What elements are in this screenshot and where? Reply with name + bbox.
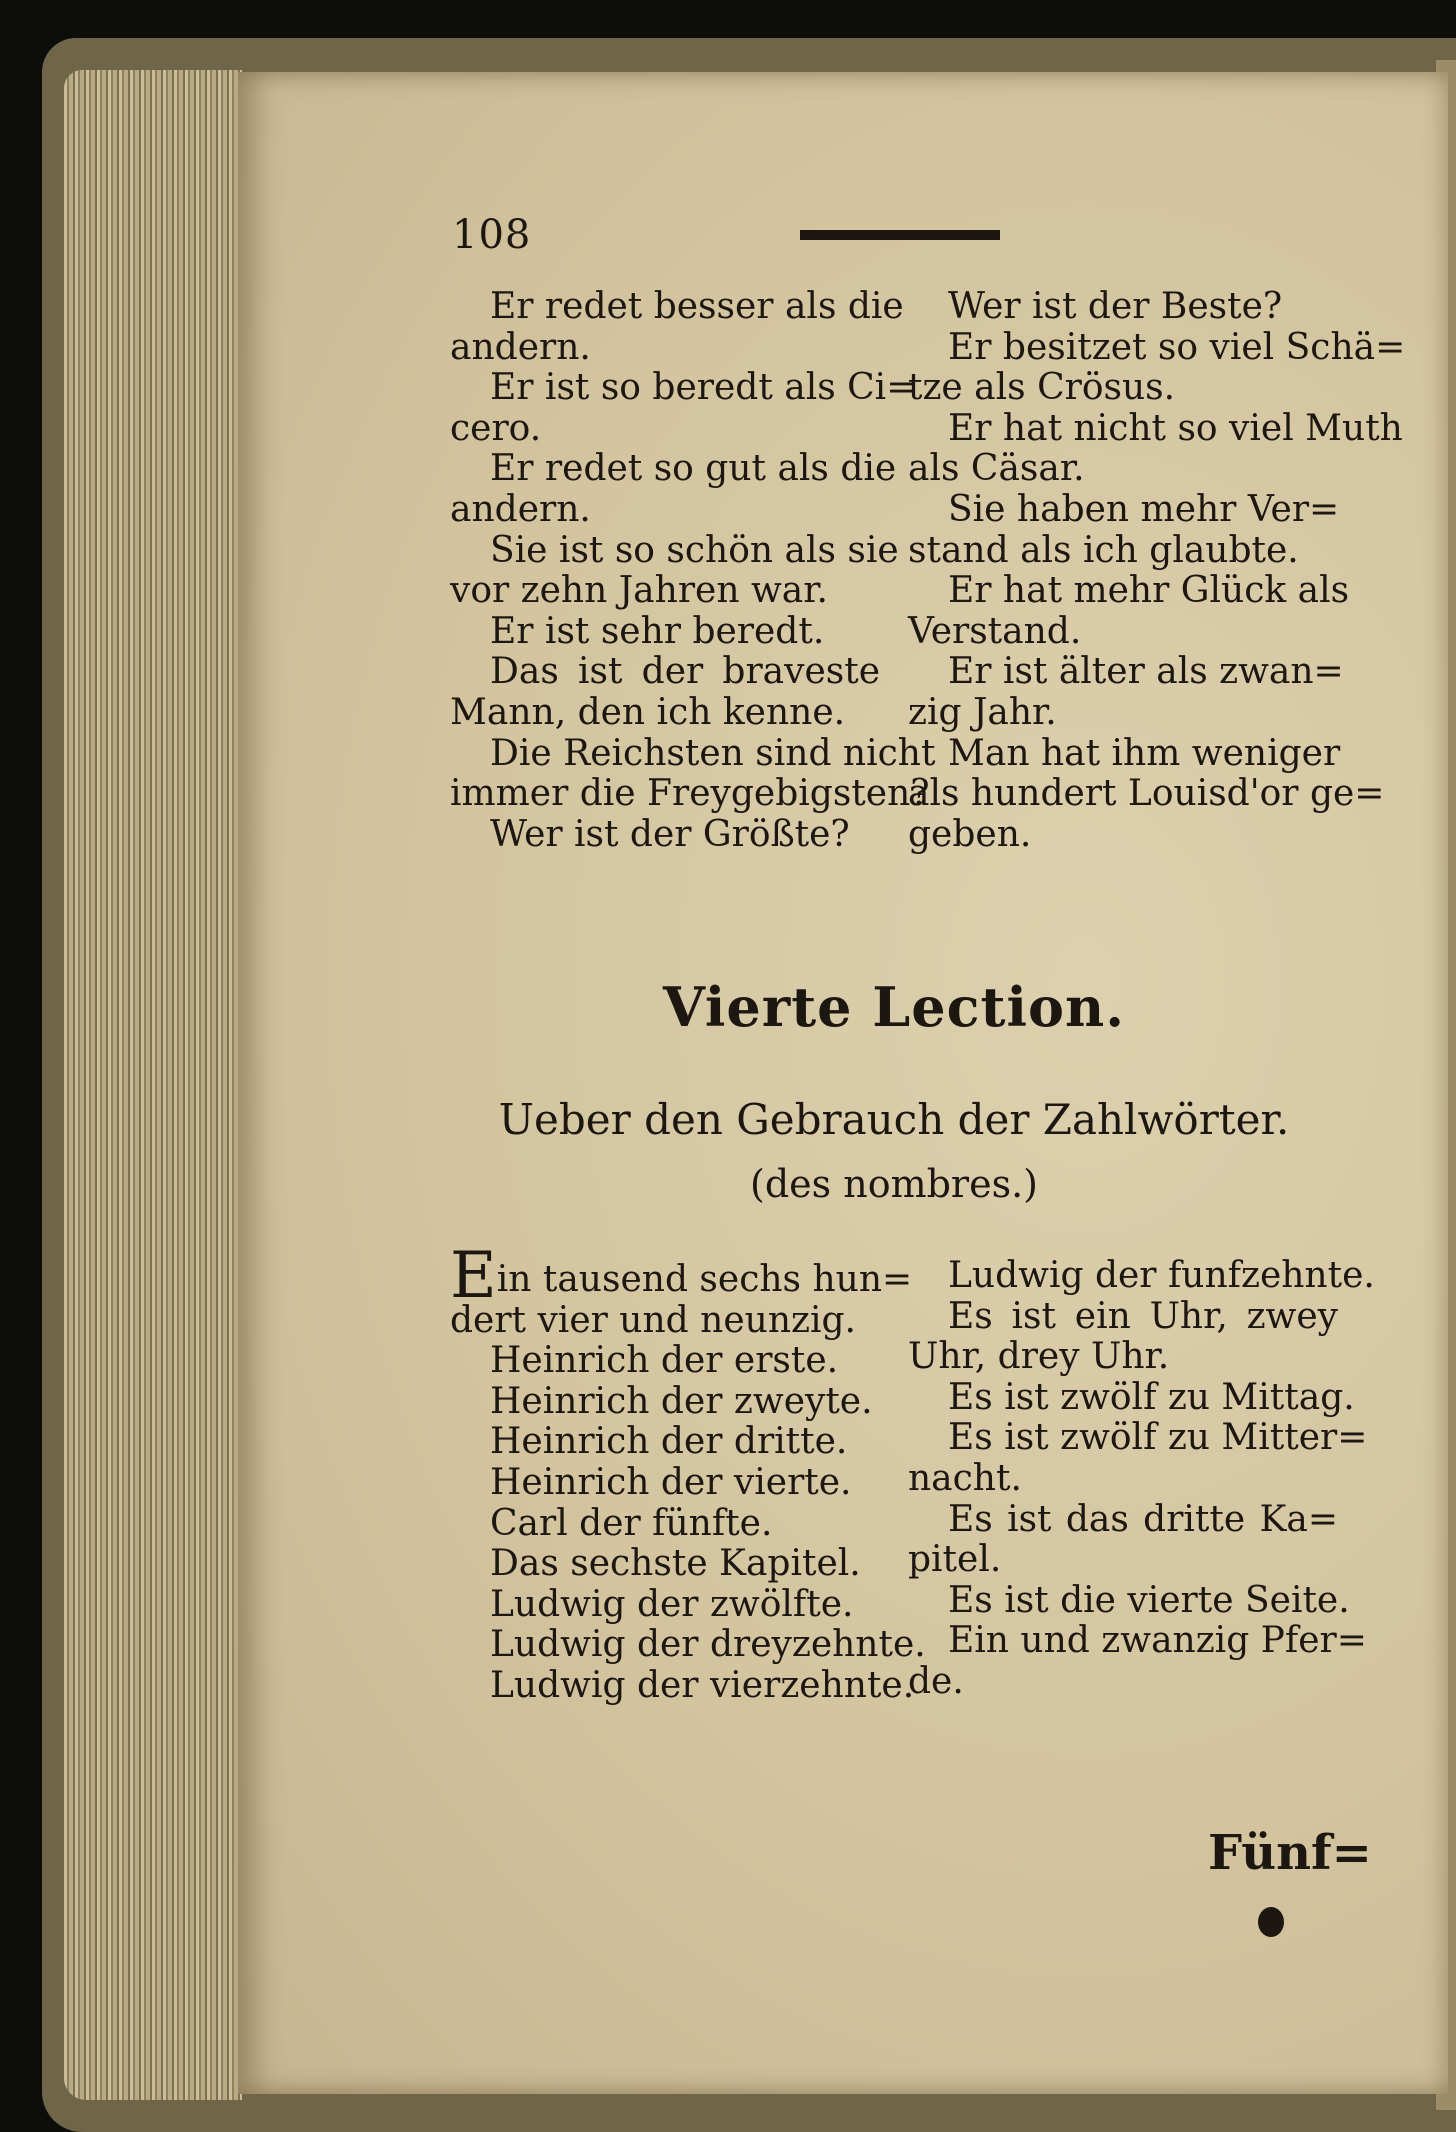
text-line-content: als Cäsar. xyxy=(908,448,1085,490)
text-line-content: Heinrich der vierte. xyxy=(490,1461,852,1503)
text-line xyxy=(908,693,1338,734)
text-line-content: zig Jahr. xyxy=(908,691,1057,733)
text-line xyxy=(908,326,1406,369)
text-line xyxy=(450,1301,880,1342)
text-line-content: stand als ich glaubte. xyxy=(908,529,1299,571)
text-line-content: Uhr, drey Uhr. xyxy=(908,1336,1170,1378)
text-line-content: Ludwig der funfzehnte. xyxy=(948,1255,1375,1296)
text-line-content: Er besitzet so viel Schä= xyxy=(948,326,1406,368)
bottom-right-column xyxy=(908,1255,1375,1703)
text-line-content: geben. xyxy=(908,813,1032,855)
text-line-content: Das sechste Kapitel. xyxy=(490,1543,861,1585)
text-line xyxy=(908,407,1403,450)
text-line-content: Es ist die vierte Seite. xyxy=(948,1579,1350,1621)
text-line xyxy=(450,815,880,856)
catchword: Fünf= xyxy=(1208,1825,1372,1881)
text-line xyxy=(450,1382,880,1423)
text-line-content: Ludwig der dreyzehnte. xyxy=(490,1624,926,1666)
text-line-content: Es ist zwölf zu Mitter= xyxy=(948,1417,1368,1459)
text-line xyxy=(908,612,1338,653)
text-line-content: pitel. xyxy=(908,1539,1002,1581)
text-line-content: Wer ist der Beste? xyxy=(948,286,1283,327)
page-edges xyxy=(64,70,242,2100)
ink-blot xyxy=(1258,1907,1284,1937)
text-line xyxy=(908,1255,1375,1297)
text-line xyxy=(450,652,880,693)
text-line-content: cero. xyxy=(450,407,542,449)
text-line xyxy=(450,328,880,369)
text-line xyxy=(450,1504,880,1545)
text-line-content: Heinrich der zweyte. xyxy=(490,1380,873,1422)
text-line xyxy=(450,1463,880,1504)
text-line-content: Er ist so beredt als Ci= xyxy=(490,367,917,409)
text-line-content: Sie haben mehr Ver= xyxy=(948,488,1340,530)
text-line xyxy=(908,815,1338,856)
text-line-content: Heinrich der dritte. xyxy=(490,1421,848,1463)
text-line xyxy=(908,1459,1338,1500)
text-line-content: Heinrich der erste. xyxy=(490,1340,839,1382)
text-line xyxy=(908,570,1350,612)
text-line-content: Es ist ein Uhr, zwey xyxy=(948,1295,1338,1337)
text-line xyxy=(450,409,880,450)
top-right-column xyxy=(908,286,1406,855)
page-number: 108 xyxy=(452,212,532,258)
text-line xyxy=(450,1585,880,1626)
text-line-content: Das ist der braveste xyxy=(490,651,880,693)
text-line-content: andern. xyxy=(450,326,591,368)
text-line xyxy=(908,1620,1367,1662)
text-line-content: als hundert Louisd'or ge= xyxy=(908,773,1385,815)
text-line xyxy=(450,490,880,531)
text-line-content: Sie ist so schön als sie xyxy=(490,529,899,571)
lesson-subtitle-french: (des nombres.) xyxy=(750,1162,1038,1206)
text-line xyxy=(450,448,897,490)
text-line xyxy=(450,1239,913,1313)
text-line xyxy=(450,367,917,409)
text-line xyxy=(908,1540,1338,1581)
text-line xyxy=(450,1422,880,1463)
text-line xyxy=(908,1500,1338,1541)
text-line xyxy=(450,1544,880,1585)
text-line xyxy=(908,531,1338,572)
text-line xyxy=(908,1417,1368,1459)
header-rule xyxy=(800,230,1000,240)
text-line xyxy=(450,1624,926,1666)
text-line-content: in tausend sechs hun= xyxy=(496,1259,913,1300)
text-line xyxy=(908,1337,1338,1378)
text-line-content: Er hat nicht so viel Muth xyxy=(948,407,1403,449)
text-line-content: nacht. xyxy=(908,1457,1022,1499)
text-line xyxy=(450,693,880,734)
text-line xyxy=(908,287,1338,328)
text-line-content: andern. xyxy=(450,488,591,530)
text-line xyxy=(450,612,880,653)
text-line xyxy=(450,1664,915,1707)
text-line xyxy=(908,490,1338,531)
text-line-content: Er hat mehr Glück als xyxy=(948,570,1350,612)
text-line xyxy=(908,1297,1338,1338)
text-line-content: immer die Freygebigsten? xyxy=(450,773,930,815)
text-line-content: Ludwig der zwölfte. xyxy=(490,1583,854,1625)
text-line-content: Ludwig der vierzehnte. xyxy=(490,1664,915,1706)
text-line xyxy=(450,529,899,572)
text-line xyxy=(450,286,904,328)
text-line-content: de. xyxy=(908,1660,964,1702)
text-line-content: Verstand. xyxy=(908,610,1082,652)
lesson-subtitle: Ueber den Gebrauch der Zahlwörter. xyxy=(498,1095,1290,1144)
text-line xyxy=(908,449,1338,490)
text-line-content: Er redet besser als die xyxy=(490,286,904,327)
text-line-content: Wer ist der Größte? xyxy=(490,813,850,855)
text-line-content: Es ist zwölf zu Mittag. xyxy=(948,1376,1355,1418)
text-line-content: Er ist älter als zwan= xyxy=(948,651,1344,693)
text-line-content: Es ist das dritte Ka= xyxy=(948,1498,1338,1540)
text-line xyxy=(450,571,880,612)
text-line xyxy=(450,1341,880,1382)
text-line xyxy=(908,732,1341,775)
text-line-content: tze als Crösus. xyxy=(908,367,1176,409)
text-line-content: Ein und zwanzig Pfer= xyxy=(948,1620,1367,1662)
text-line xyxy=(908,1376,1355,1419)
text-line-content: Er redet so gut als die xyxy=(490,448,897,490)
text-line-content: Carl der fünfte. xyxy=(490,1502,773,1544)
text-line xyxy=(908,1662,1338,1703)
lesson-title: Vierte Lection. xyxy=(662,975,1126,1039)
text-line xyxy=(908,773,1385,815)
text-line xyxy=(450,773,930,815)
text-line-content: Die Reichsten sind nicht xyxy=(490,732,936,774)
text-line xyxy=(908,651,1344,693)
text-line-content: Mann, den ich kenne. xyxy=(450,691,846,733)
text-line-content: dert vier und neunzig. xyxy=(450,1299,856,1341)
bottom-left-column xyxy=(450,1239,926,1707)
text-line xyxy=(908,1579,1350,1622)
text-line-content: vor zehn Jahren war. xyxy=(450,570,828,612)
text-line-content: Man hat ihm weniger xyxy=(948,732,1341,774)
text-line xyxy=(450,732,936,775)
text-line xyxy=(908,368,1338,409)
text-line-content: Er ist sehr beredt. xyxy=(490,610,825,652)
top-left-column xyxy=(450,286,936,855)
drop-cap: E xyxy=(450,1239,497,1313)
